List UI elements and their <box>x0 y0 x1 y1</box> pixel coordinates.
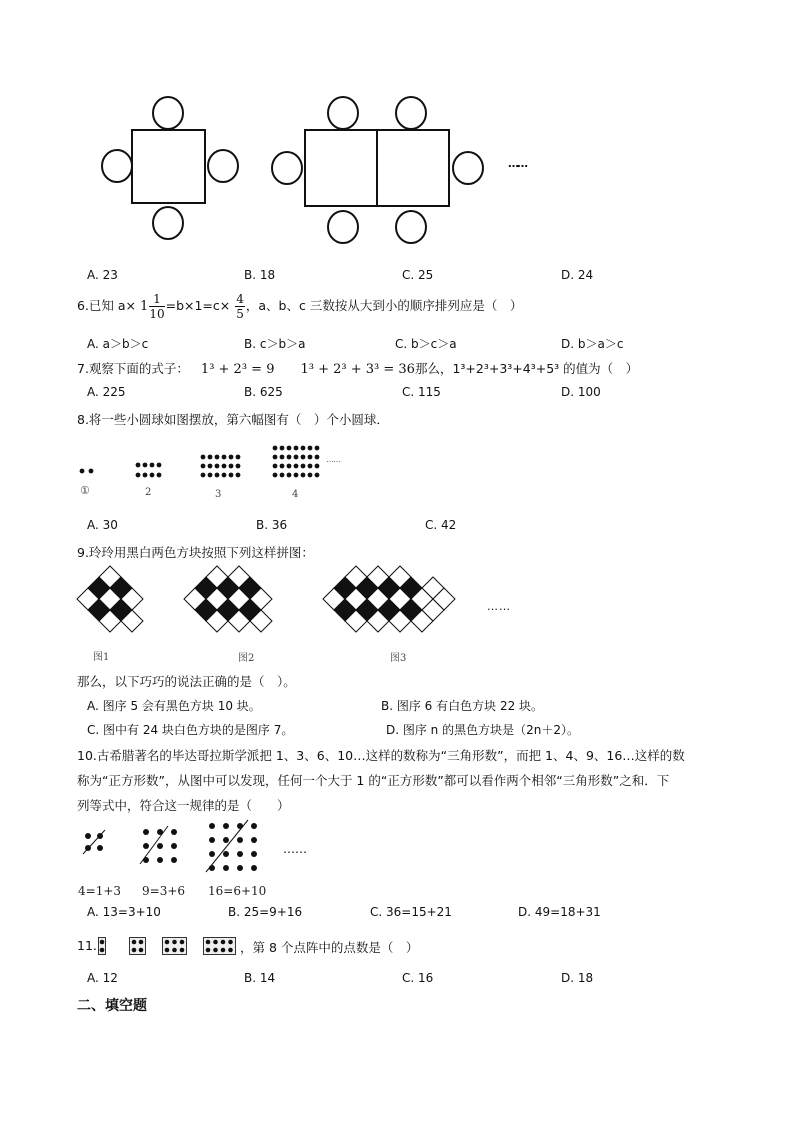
option-c[interactable]: C. 图中有 24 块白色方块的是图序 7。 <box>87 723 294 737</box>
option-b[interactable]: B. 625 <box>244 385 283 399</box>
option-a[interactable]: A. 图序 5 会有黑色方块 10 块。 <box>87 699 261 713</box>
figure-caption: 9=3+6 <box>142 884 186 898</box>
square-number-figure <box>80 822 280 872</box>
figure-label: 2 <box>145 487 152 498</box>
table-chairs-figure <box>95 93 555 248</box>
option-b[interactable]: B. c＞b＞a <box>244 337 306 351</box>
figure-ellipsis: …… <box>326 455 340 464</box>
option-c[interactable]: C. 42 <box>425 518 457 532</box>
option-d[interactable]: D. 图序 n 的黑色方块是（2n＋2）。 <box>386 723 579 737</box>
option-a[interactable]: A. a＞b＞c <box>87 337 149 351</box>
question-9-follow: 那么，以下巧巧的说法正确的是（ ）。 <box>77 674 296 689</box>
question-11-text: ，第 8 个点阵中的点数是（ ） <box>240 940 419 955</box>
figure-caption: 图3 <box>390 653 407 664</box>
figure-caption: 图2 <box>238 653 255 664</box>
option-c[interactable]: C. 16 <box>402 971 434 985</box>
question-10-line2: 称为“正方形数”，从图中可以发现，任何一个大于 1 的“正方形数”都可以看作两个相邻“三角形数”之和．下 <box>77 773 670 788</box>
option-c[interactable]: C. b＞c＞a <box>395 337 457 351</box>
option-d[interactable]: D. b＞a＞c <box>561 337 624 351</box>
figure-ellipsis: …… <box>283 842 307 856</box>
option-c[interactable]: C. 25 <box>402 268 434 282</box>
figure-ellipsis: …… <box>508 157 526 170</box>
option-d[interactable]: D. 100 <box>561 385 601 399</box>
tile-pattern-figure <box>77 565 477 637</box>
section-heading: 二、填空题 <box>77 998 147 1014</box>
question-6: 6.已知 a× 1 $\frac{1}{10}$ =b×1=c× $\frac{4}{5}$ ，a、b、c 三数按从大到小的顺序排列应是（ ） <box>77 292 523 321</box>
question-10-line1: 10.古希腊著名的毕达哥拉斯学派把 1、3、6、10…这样的数称为“三角形数”，而把 1、4、9、16…这样的数 <box>77 748 685 763</box>
question-10-line3: 列等式中，符合这一规律的是（ ） <box>77 798 290 813</box>
figure-caption: 16=6+10 <box>208 884 267 898</box>
option-a[interactable]: A. 30 <box>87 518 118 532</box>
figure-label: 4 <box>292 489 299 500</box>
option-b[interactable]: B. 14 <box>244 971 276 985</box>
question-9: 9.玲玲用黑白两色方块按照下列这样拼图： <box>77 545 314 560</box>
question-7: 7.观察下面的式子： 1³ + 2³ = 9 1³ + 2³ + 3³ = 36那么，1³+2³+3³+4³+5³ 的值为（ ） <box>77 361 639 377</box>
option-b[interactable]: B. 36 <box>256 518 288 532</box>
figure-ellipsis: …… <box>487 600 511 613</box>
question-11-number: 11. <box>77 938 97 953</box>
option-d[interactable]: D. 49=18+31 <box>518 905 601 919</box>
option-b[interactable]: B. 18 <box>244 268 276 282</box>
option-b[interactable]: B. 图序 6 有白色方块 22 块。 <box>381 699 544 713</box>
figure-label: ① <box>80 484 90 497</box>
option-d[interactable]: D. 24 <box>561 268 594 282</box>
question-8: 8.将一些小圆球如图摆放，第六幅图有（ ）个小圆球． <box>77 412 389 427</box>
option-a[interactable]: A. 225 <box>87 385 126 399</box>
option-c[interactable]: C. 36=15+21 <box>370 905 452 919</box>
option-d[interactable]: D. 18 <box>561 971 594 985</box>
option-a[interactable]: A. 13=3+10 <box>87 905 161 919</box>
option-b[interactable]: B. 25=9+16 <box>228 905 303 919</box>
figure-label: 3 <box>215 489 222 500</box>
option-c[interactable]: C. 115 <box>402 385 441 399</box>
option-a[interactable]: A. 23 <box>87 268 118 282</box>
figure-caption: 4=1+3 <box>78 884 122 898</box>
figure-caption: 图1 <box>93 652 110 663</box>
option-a[interactable]: A. 12 <box>87 971 118 985</box>
dot-array-figure <box>98 935 238 959</box>
